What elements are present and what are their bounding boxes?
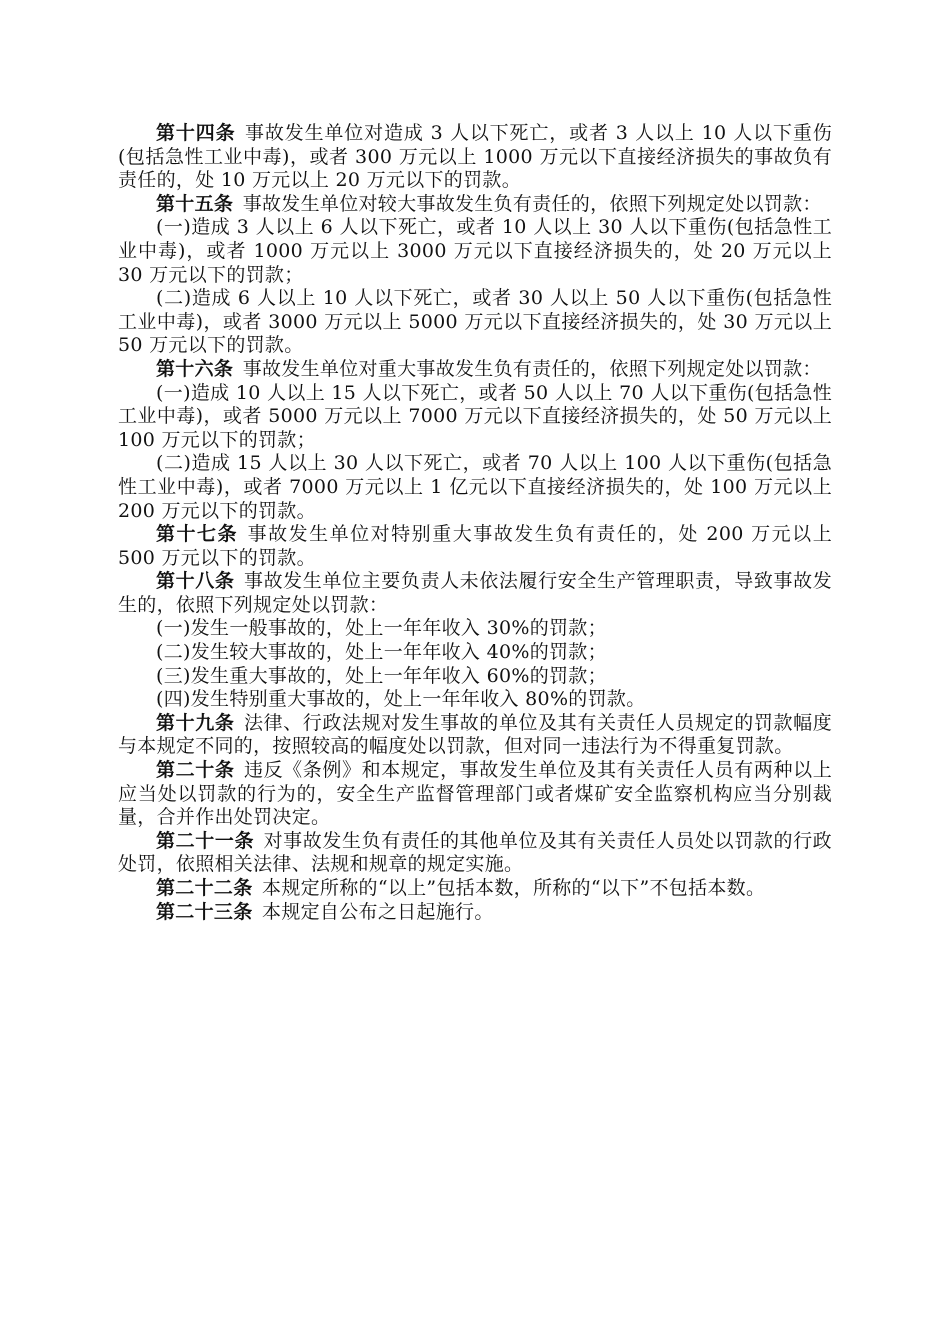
article-text: 事故发生单位对特别重大事故发生负有责任的，处 200 万元以上 500 万元以下的罚款。 [118,523,832,569]
article-number: 第二十一条 [156,829,255,852]
article-17 [118,523,832,570]
article-21 [118,830,832,877]
article-text: 违反《条例》和本规定，事故发生单位及其有关责任人员有两种以上应当处以罚款的行为的，安全生产监督管理部门或者煤矿安全监察机构应当分别裁量，合并作出处罚决定。 [118,759,832,829]
article-number: 第十八条 [156,570,235,593]
item-text: (一)造成 10 人以上 15 人以下死亡，或者 50 人以上 70 人以下重伤(包括急性工业中毒)，或者 5000 万元以上 7000 万元以下直接经济损失的，处 50 万元以上 100 万元以下的罚款； [118,381,832,451]
item-text: (一)造成 3 人以上 6 人以下死亡，或者 10 人以上 30 人以下重伤(包括急性工业中毒)，或者 1000 万元以上 3000 万元以下直接经济损失的，处 20 万元以上 30 万元以下的罚款； [118,216,832,286]
article-number: 第十七条 [156,523,239,546]
article-number: 第二十二条 [156,877,253,899]
article-23 [118,901,832,925]
article-16 [118,358,832,382]
article-number: 第十九条 [156,711,235,734]
article-18-item-3 [118,665,832,689]
article-15-item-1 [118,216,832,287]
article-text: 本规定所称的“以上”包括本数，所称的“以下”不包括本数。 [262,877,766,899]
article-text: 事故发生单位对重大事故发生负有责任的，依照下列规定处以罚款： [242,357,822,380]
article-18-item-4 [118,688,832,712]
article-text: 事故发生单位对较大事故发生负有责任的，依照下列规定处以罚款： [242,192,822,215]
article-text: 本规定自公布之日起施行。 [262,900,494,923]
item-text: (二)造成 15 人以上 30 人以下死亡，或者 70 人以上 100 人以下重伤(包括急性工业中毒)，或者 7000 万元以上 1 亿元以下直接经济损失的，处 100 万元以上 200 万元以下的罚款。 [118,452,832,522]
item-text: (一)发生一般事故的，处上一年年收入 30%的罚款； [156,617,607,640]
item-text: (二)造成 6 人以上 10 人以下死亡，或者 30 人以上 50 人以下重伤(包括急性工业中毒)，或者 3000 万元以上 5000 万元以下直接经济损失的，处 30 万元以上 50 万元以下的罚款。 [118,287,832,357]
article-number: 第二十条 [156,759,235,782]
article-number: 第二十三条 [156,900,253,923]
item-text: (二)发生较大事故的，处上一年年收入 40%的罚款； [156,641,607,664]
article-number: 第十五条 [156,192,234,215]
article-text: 对事故发生负有责任的其他单位及其有关责任人员处以罚款的行政处罚，依照相关法律、法规和规章的规定实施。 [118,829,832,876]
article-22 [118,877,832,901]
article-text: 事故发生单位对造成 3 人以下死亡，或者 3 人以上 10 人以下重伤(包括急性工业中毒)，或者 300 万元以上 1000 万元以下直接经济损失的事故负有责任的，处 10 万元以上 20 万元以下的罚款。 [118,122,833,192]
article-14 [118,122,832,193]
article-15-item-2 [118,287,832,358]
article-15 [118,193,832,217]
article-number: 第十六条 [156,357,234,380]
article-text: 法律、行政法规对发生事故的单位及其有关责任人员规定的罚款幅度与本规定不同的，按照较高的幅度处以罚款，但对同一违法行为不得重复罚款。 [118,711,832,758]
article-number: 第十四条 [156,122,236,144]
article-16-item-2 [118,452,832,523]
article-19 [118,712,832,759]
article-20 [118,759,832,830]
article-16-item-1 [118,382,832,453]
article-text: 事故发生单位主要负责人未依法履行安全生产管理职责，导致事故发生的，依照下列规定处以罚款： [118,570,832,616]
item-text: (四)发生特别重大事故的，处上一年年收入 80%的罚款。 [156,688,646,711]
article-18-item-2 [118,641,832,665]
item-text: (三)发生重大事故的，处上一年年收入 60%的罚款； [156,664,607,687]
article-18 [118,570,832,617]
regulation-body [118,122,832,924]
article-18-item-1 [118,617,832,641]
